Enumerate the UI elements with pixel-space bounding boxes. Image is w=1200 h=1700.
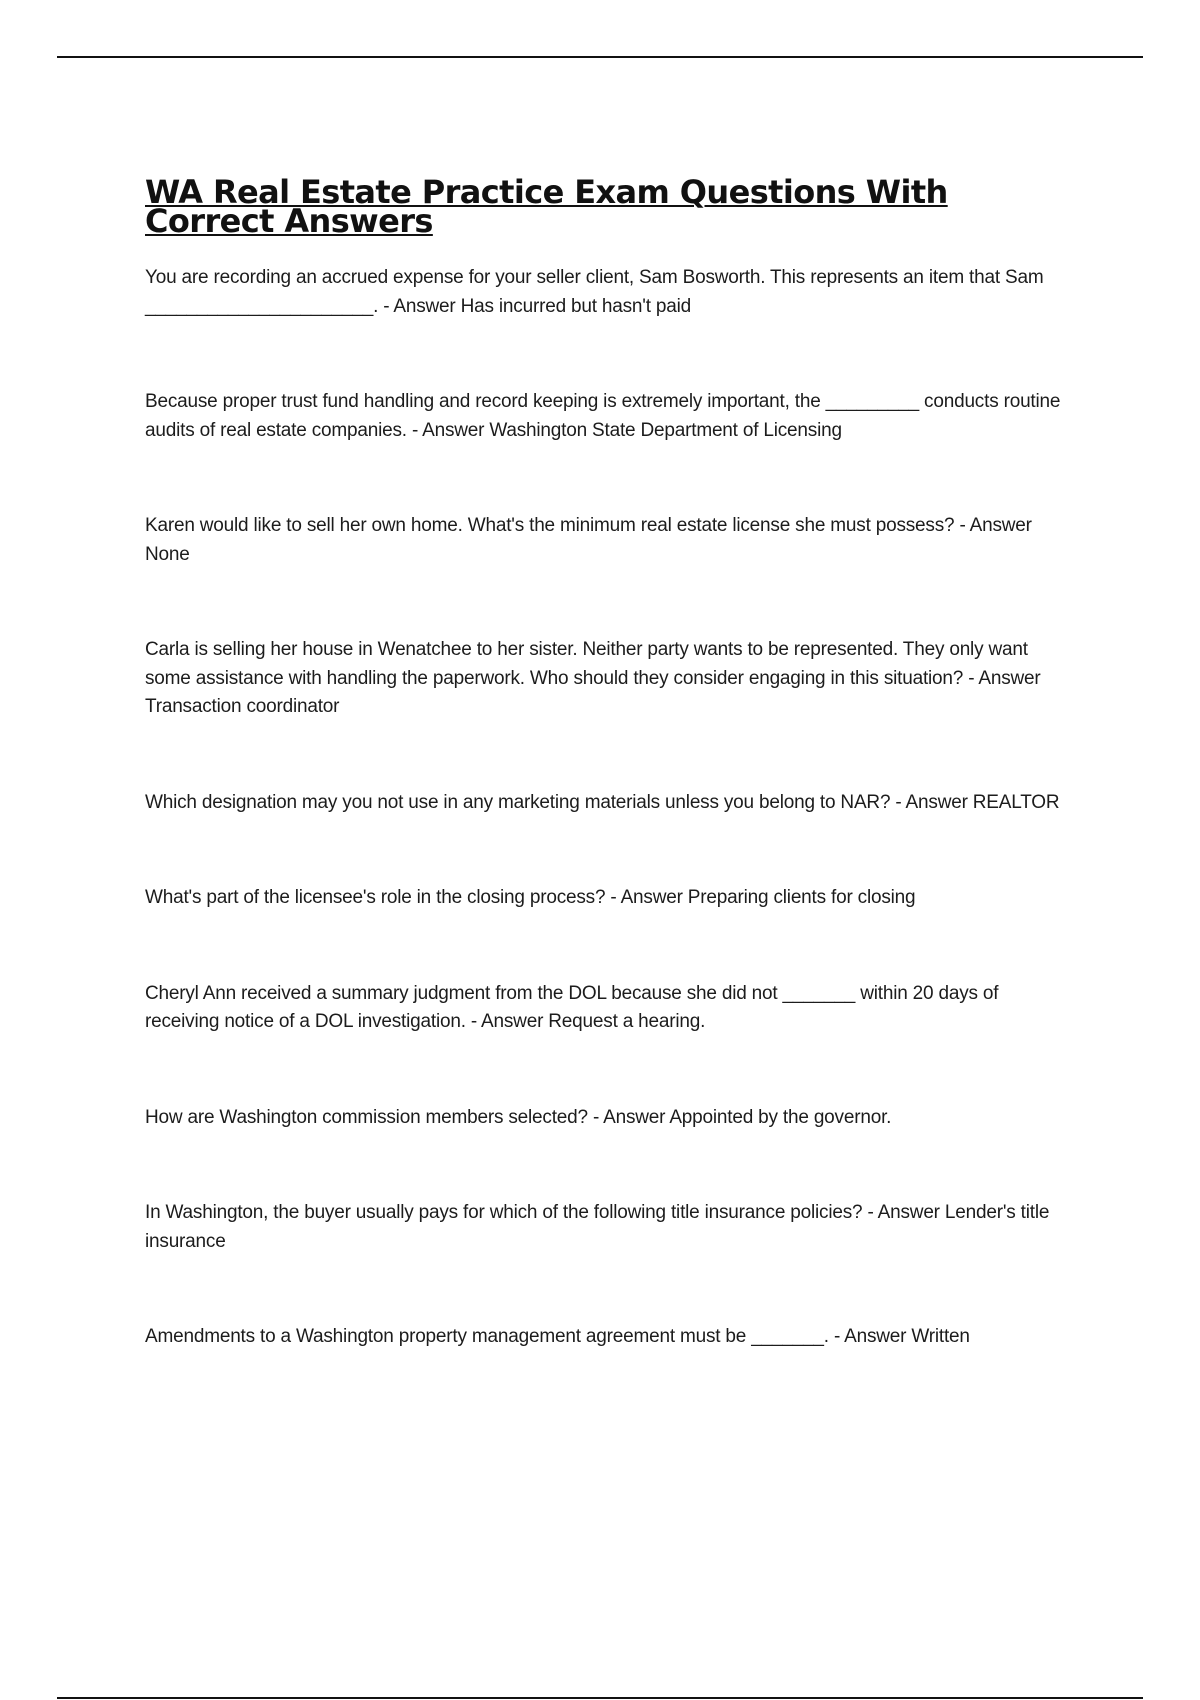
qa-list <box>145 264 1075 1352</box>
qa-item: In Washington, the buyer usually pays for which of the following title insurance policies? - Answer Lender's title insurance <box>145 1202 1050 1252</box>
page-header-rule <box>57 56 1143 58</box>
document-title: WA Real Estate Practice Exam Questions With Correct Answers <box>145 173 948 240</box>
qa-item: Amendments to a Washington property management agreement must be _______. - Answer Written <box>145 1326 970 1347</box>
qa-item: Which designation may you not use in any marketing materials unless you belong to NAR? - Answer REALTOR <box>145 791 1060 813</box>
qa-item: Karen would like to sell her own home. What's the minimum real estate license she must possess? - Answer None <box>145 515 1032 565</box>
qa-item: Carla is selling her house in Wenatchee to her sister. Neither party wants to be represented. They only want some assistance with handling the paperwork. Who should they consider engaging in this situation? - Answer Transaction coordinator <box>145 639 1041 717</box>
qa-item: Cheryl Ann received a summary judgment from the DOL because she did not _______ within 20 days of receiving notice of a DOL investigation. - Answer Request a hearing. <box>145 982 999 1032</box>
page-footer-rule <box>57 1697 1143 1699</box>
qa-item: What's part of the licensee's role in the closing process? - Answer Preparing clients for closing <box>145 887 916 908</box>
qa-item: You are recording an accrued expense for your seller client, Sam Bosworth. This represents an item that Sam ______________________. - Answer Has incurred but hasn't paid <box>145 267 1044 317</box>
document-body <box>145 173 1075 1419</box>
qa-item: How are Washington commission members selected? - Answer Appointed by the governor. <box>145 1106 892 1128</box>
qa-item: Because proper trust fund handling and record keeping is extremely important, the _________ conducts routine audits of real estate companies. - Answer Washington State Department of Licensing <box>145 391 1061 441</box>
